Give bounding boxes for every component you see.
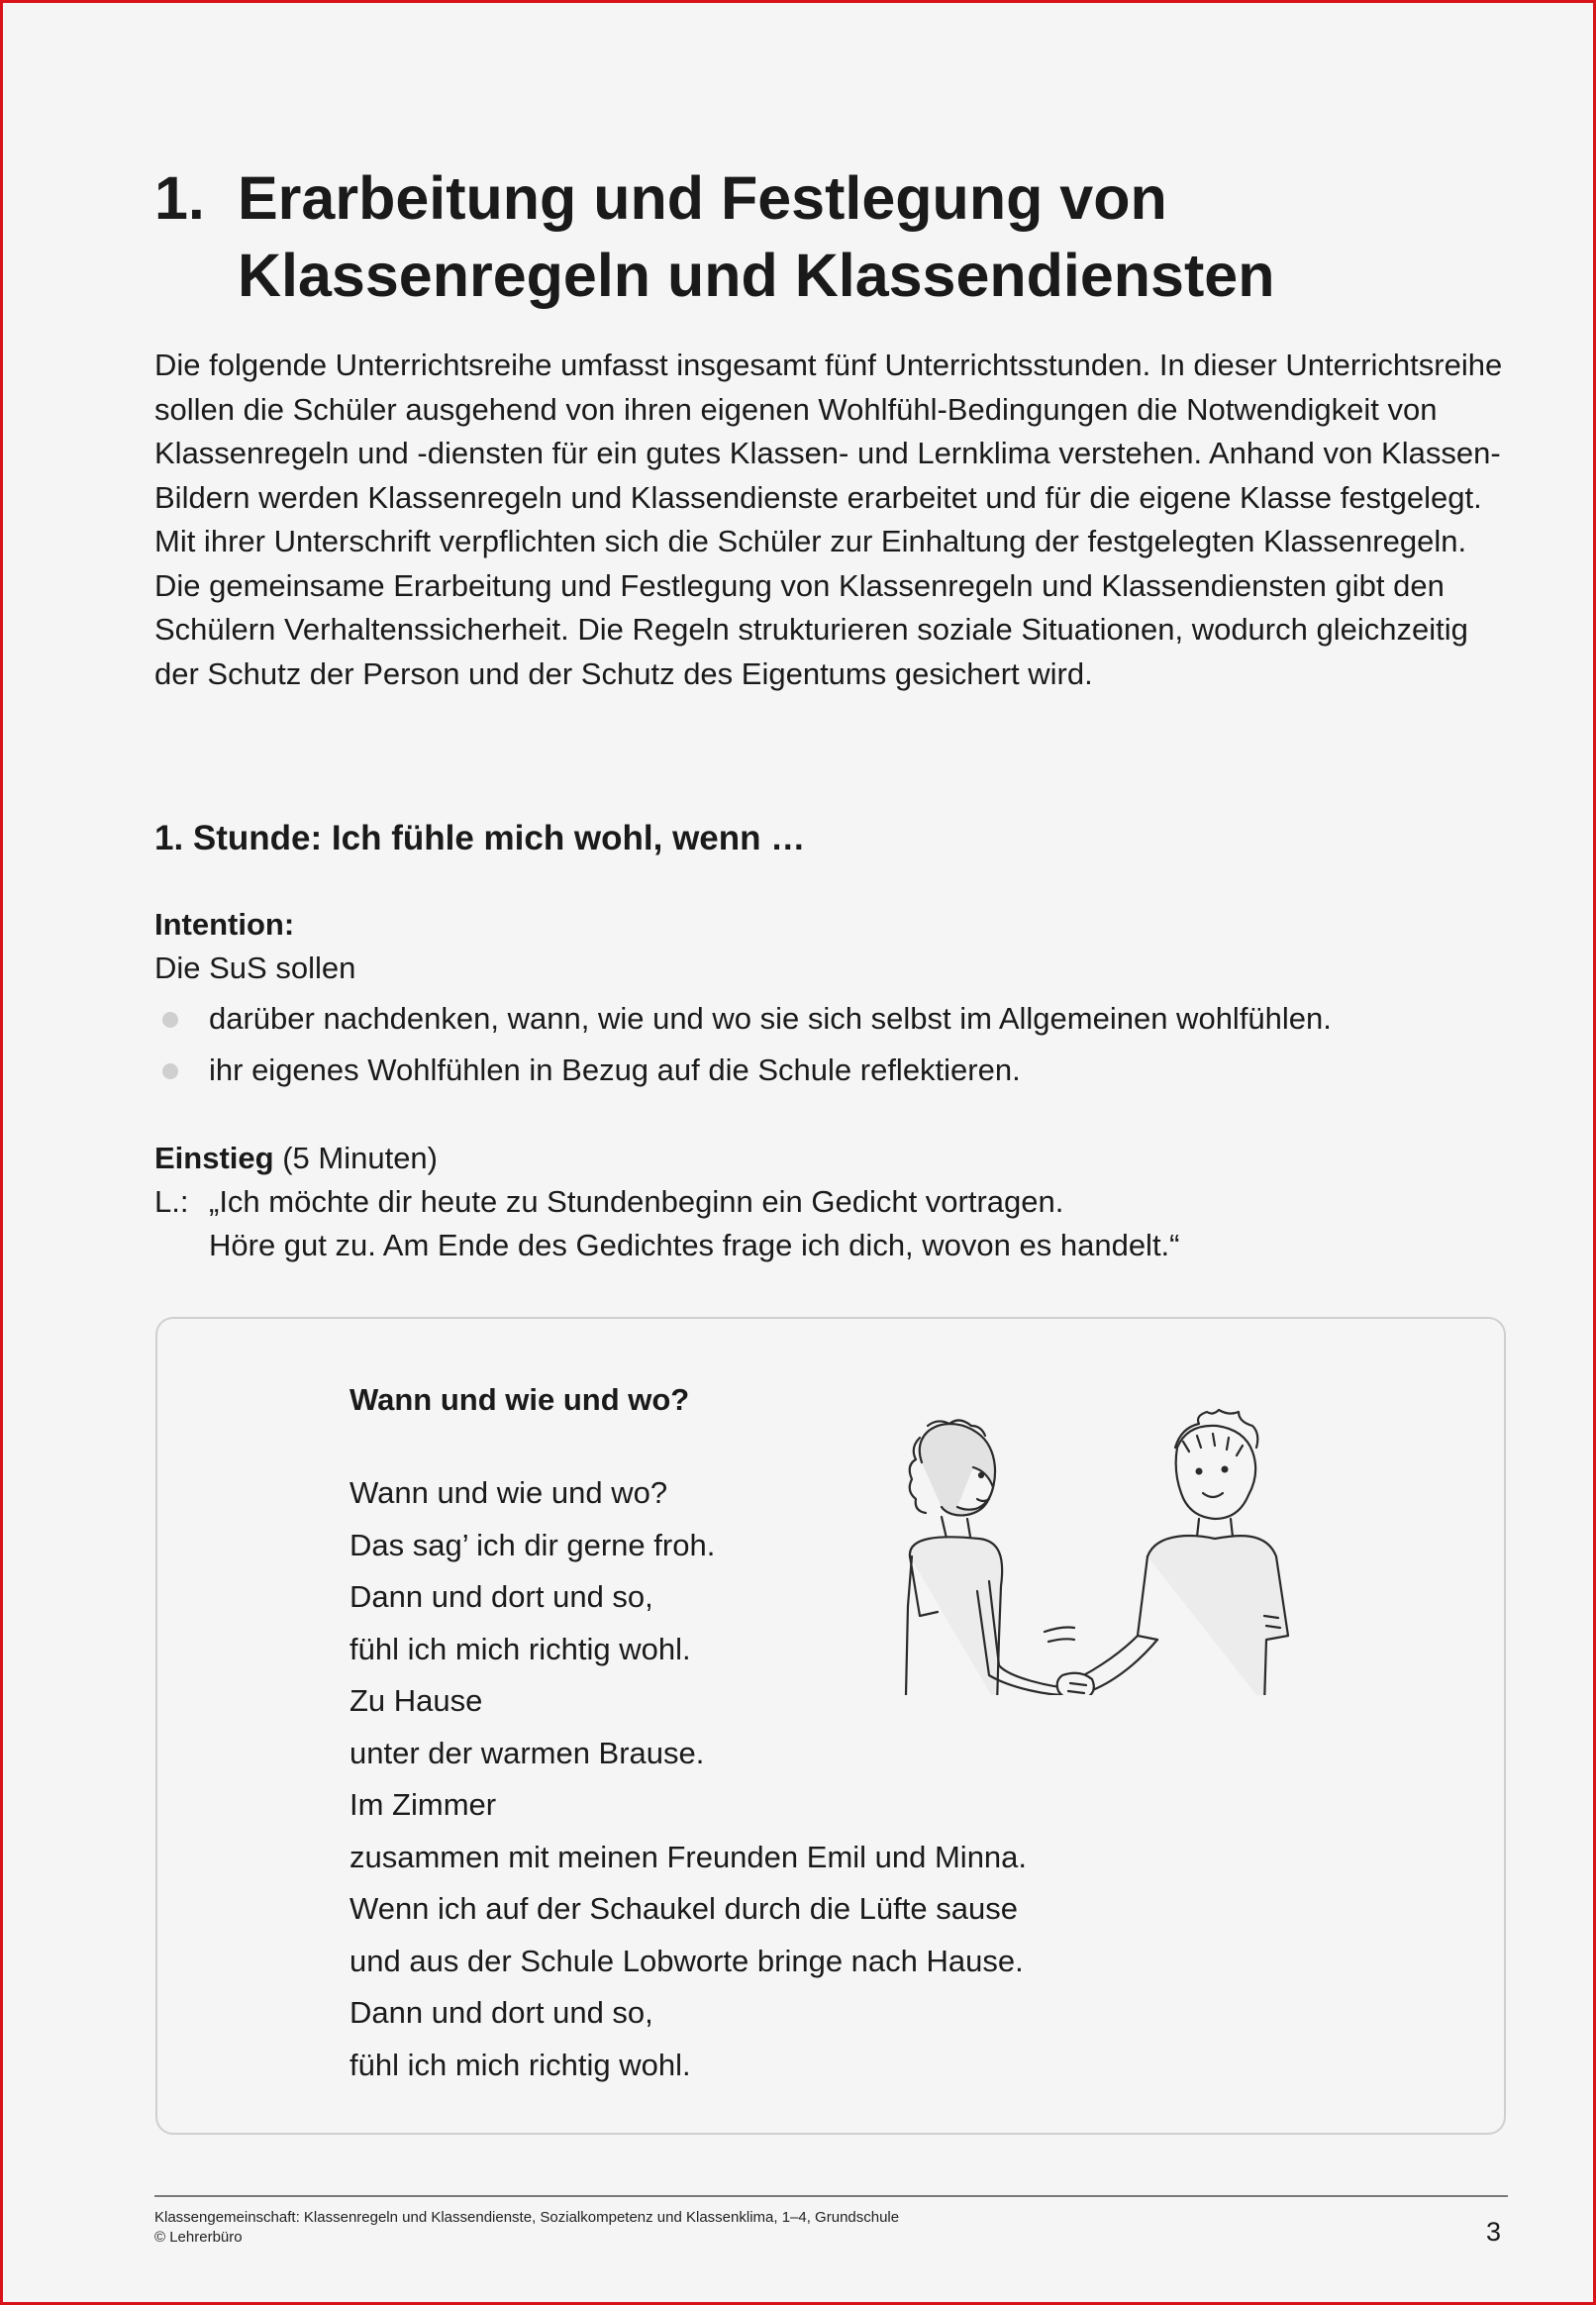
teacher-quote — [154, 1180, 1511, 1267]
einstieg-duration: (5 Minuten) — [273, 1141, 438, 1175]
poem-line: zusammen mit meinen Freunden Emil und Minna. — [349, 1839, 1028, 1874]
poem-line: Zu Hause — [349, 1683, 483, 1718]
lesson-heading: 1. Stunde: Ich fühle mich wohl, wenn … — [154, 819, 806, 857]
poem-line: fühl ich mich richtig wohl. — [349, 1631, 691, 1666]
children-handshake-illustration — [850, 1408, 1365, 1695]
poem-line: und aus der Schule Lobworte bringe nach Hause. — [349, 1943, 1024, 1978]
einstieg-label: Einstieg — [154, 1141, 274, 1175]
poem-line: Dann und dort und so, — [349, 1995, 653, 2030]
footer-source — [154, 2208, 899, 2248]
main-heading — [154, 159, 1521, 314]
intention-list — [154, 997, 1511, 1100]
heading-line-2: Klassenregeln und Klassendiensten — [238, 242, 1275, 309]
heading-line-1: Erarbeitung und Festlegung von — [238, 164, 1167, 232]
poem-line: unter der warmen Brause. — [349, 1735, 705, 1770]
heading-number: 1. — [154, 164, 205, 232]
footer-copyright: © Lehrerbüro — [154, 2229, 243, 2246]
girl-figure-icon — [906, 1420, 1078, 1695]
poem-line: Wenn ich auf der Schaukel durch die Lüfte sause — [349, 1891, 1018, 1926]
heading-text — [238, 159, 1521, 314]
list-item — [154, 997, 1511, 1049]
poem-line: Dann und dort und so, — [349, 1579, 653, 1614]
teacher-quote-line-2: Höre gut zu. Am Ende des Gedichtes frage ich dich, wovon es handelt.“ — [209, 1228, 1180, 1262]
poem-line: Das sag’ ich dir gerne froh. — [349, 1527, 716, 1562]
teacher-label: L.: — [154, 1184, 189, 1219]
teacher-quote-text — [209, 1180, 1511, 1267]
teacher-quote-line-1: „Ich möchte dir heute zu Stundenbeginn ein Gedicht vortragen. — [209, 1184, 1064, 1219]
list-item-text: ihr eigenes Wohlfühlen in Bezug auf die Schule reflektieren. — [209, 1052, 1021, 1087]
page-number: 3 — [1486, 2217, 1502, 2247]
poem-line: Wann und wie und wo? — [349, 1475, 668, 1510]
footer-divider — [154, 2195, 1508, 2197]
intro-text — [154, 344, 1511, 696]
einstieg-line — [154, 1137, 438, 1180]
boy-figure-icon — [1062, 1410, 1288, 1695]
poem-title: Wann und wie und wo? — [349, 1382, 690, 1417]
intro-paragraph-2: Die gemeinsame Erarbeitung und Festlegung von Klassenregeln und Klassendiensten gibt den Schülern Verhaltenssicherheit. Die Regeln strukturieren soziale Situationen, wodurch gleichzeitig der Schutz der Person und der Schutz des Eigentums gesichert wird. — [154, 567, 1468, 691]
poem-line: Im Zimmer — [349, 1787, 497, 1822]
bullet-dot-icon — [162, 1063, 178, 1079]
list-item-text: darüber nachdenken, wann, wie und wo sie sich selbst im Allgemeinen wohlfühlen. — [209, 1001, 1332, 1036]
intro-paragraph-1: Die folgende Unterrichtsreihe umfasst insgesamt fünf Unterrichtsstunden. In dieser Unterrichtsreihe sollen die Schüler ausgehend von ihren eigenen Wohlfühl-Bedingungen die Notwendigkeit von Klassenregeln und -diensten für ein gutes Klassen- und Lernklima verstehen. Anhand von Klassen-Bildern werden Klassenregeln und Klassendienste erarbeitet und für die eigene Klasse festgelegt. Mit ihrer Unterschrift verpflichten sich die Schüler zur Einhaltung der festgelegten Klassenregeln. — [154, 348, 1503, 558]
bullet-dot-icon — [162, 1012, 178, 1028]
poem-line: fühl ich mich richtig wohl. — [349, 2047, 691, 2082]
intention-text: Die SuS sollen — [154, 951, 356, 985]
footer-source-line: Klassengemeinschaft: Klassenregeln und Klassendienste, Sozialkompetenz und Klassenklima, 1–4, Grundschule — [154, 2209, 900, 2226]
poem-box — [155, 1317, 1506, 2135]
list-item — [154, 1049, 1511, 1100]
intention-label: Intention: — [154, 907, 295, 942]
